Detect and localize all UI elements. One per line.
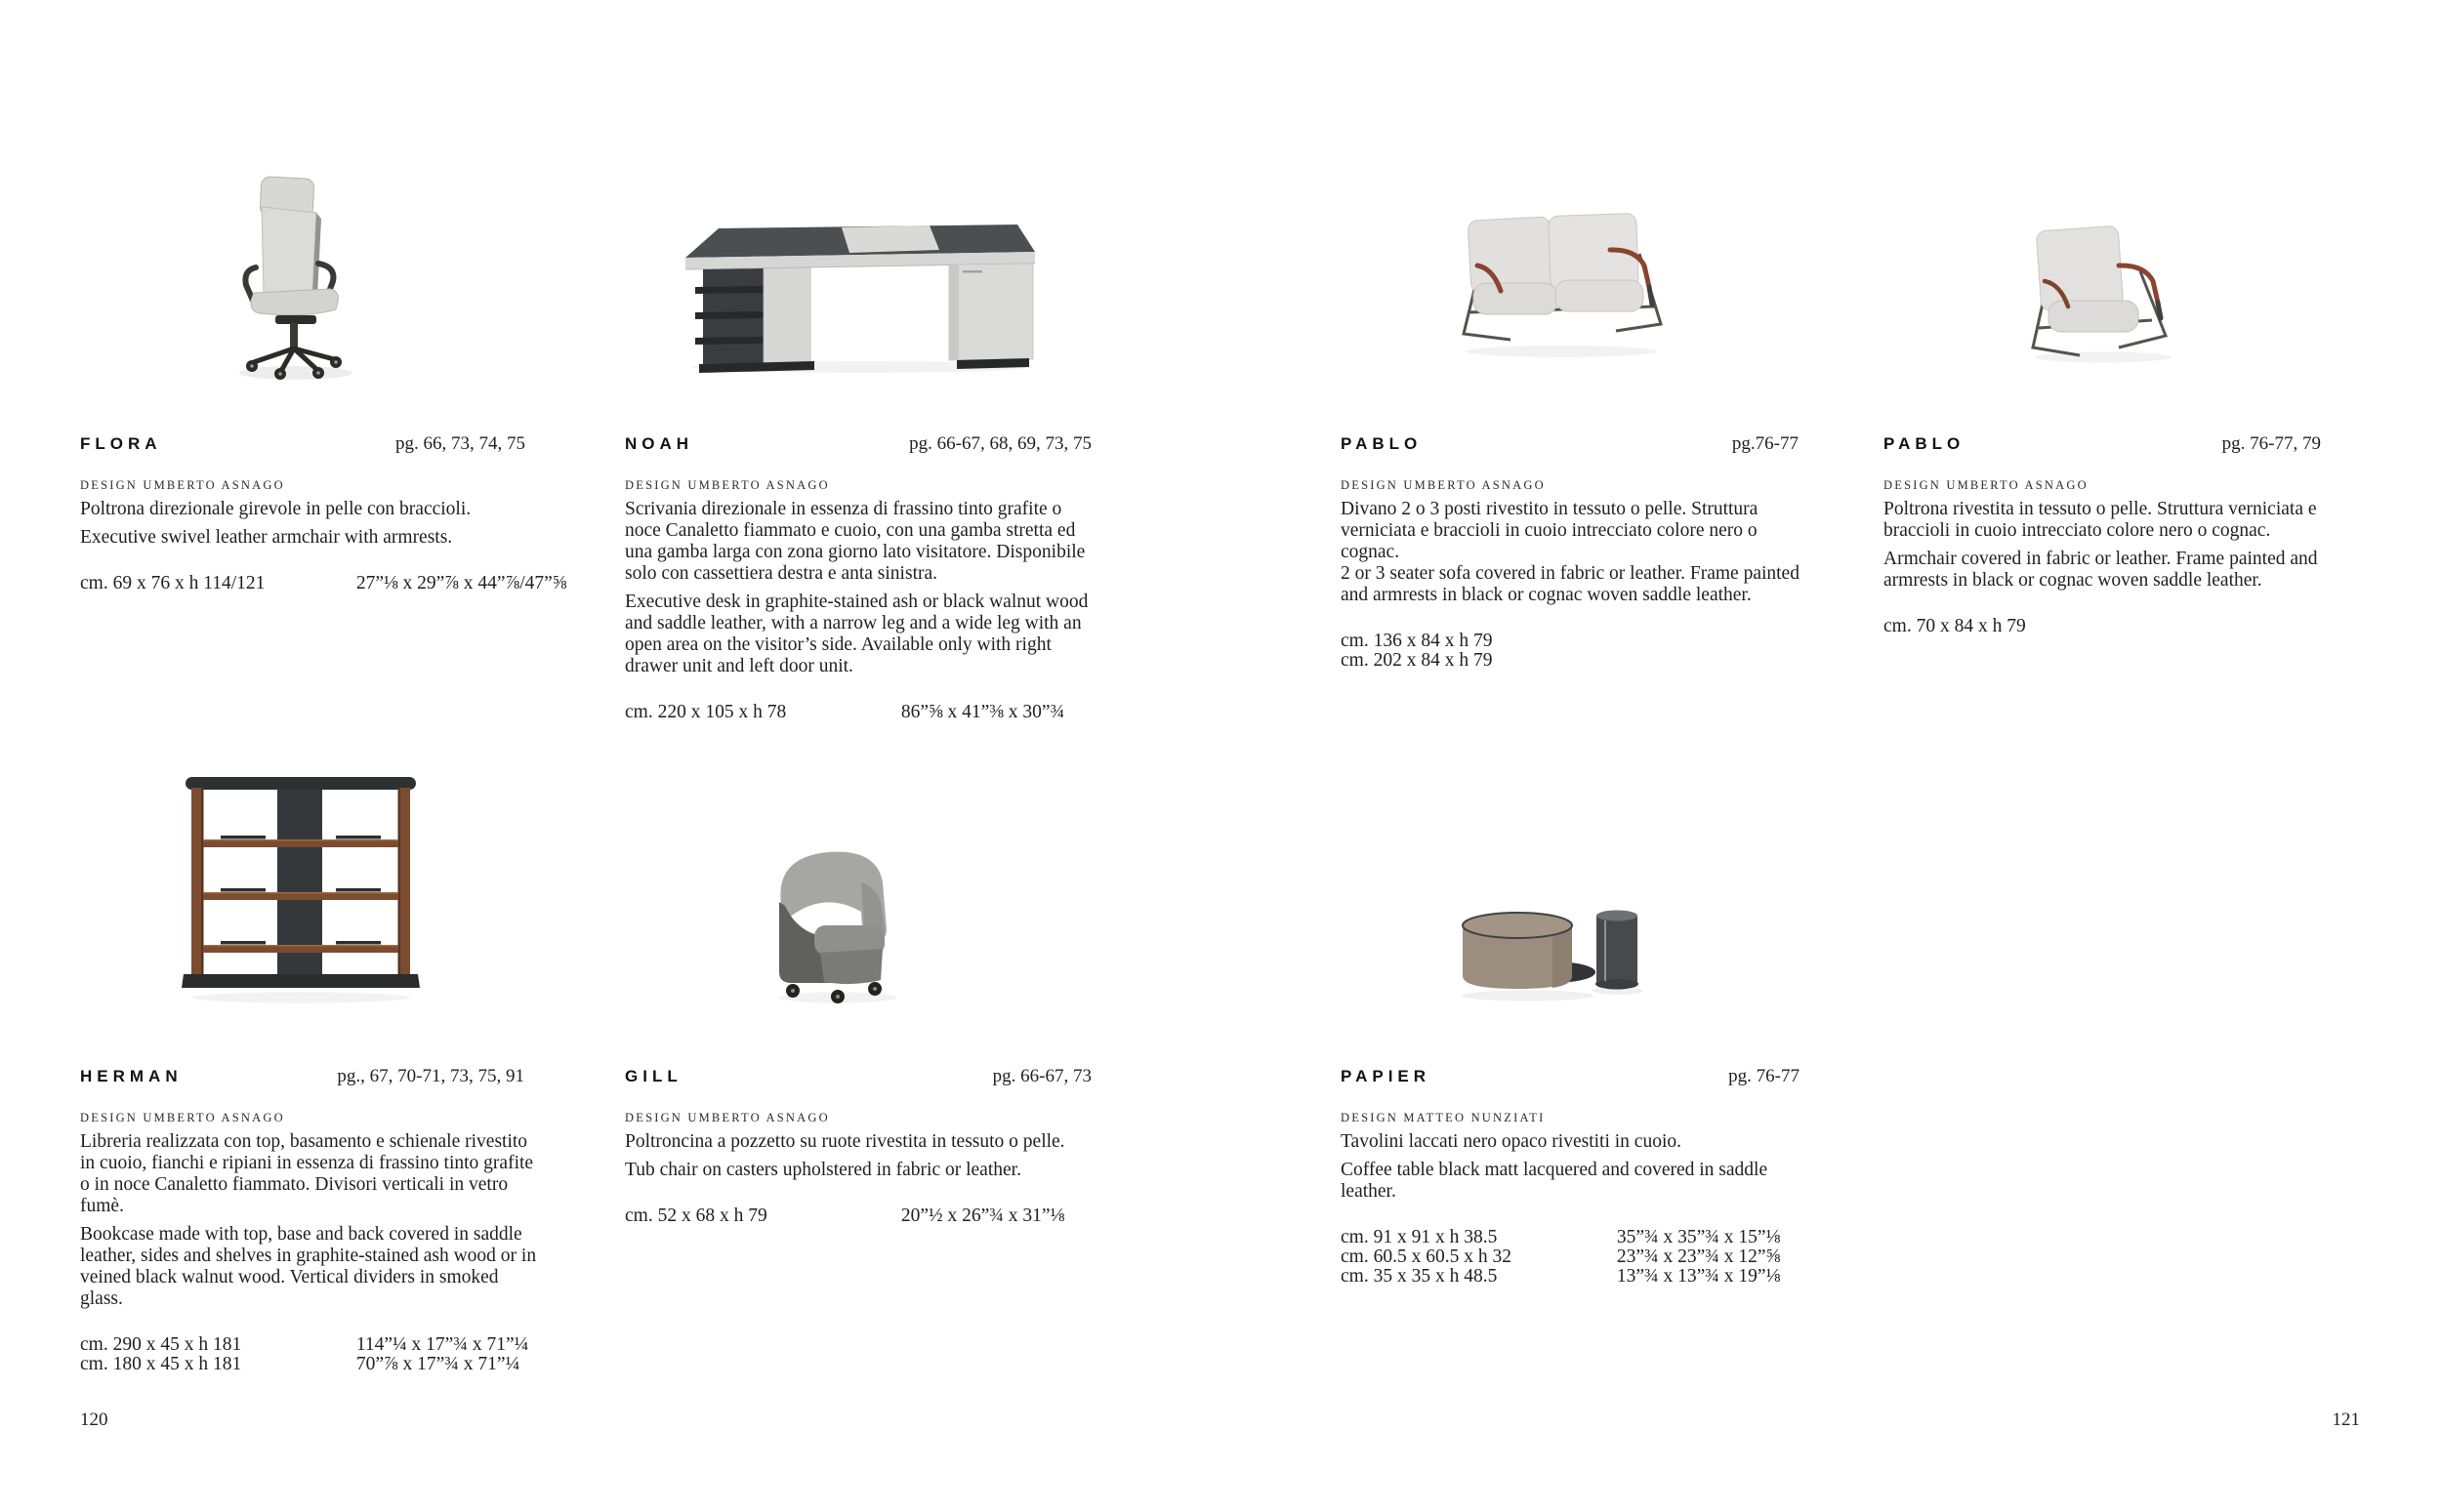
dimension-row <box>625 703 1092 722</box>
dimension-row <box>625 1206 1092 1226</box>
designer-credit: DESIGN UMBERTO ASNAGO <box>625 478 830 492</box>
product-page-refs: pg. 66, 73, 74, 75 <box>395 433 525 454</box>
dimensions <box>1341 632 1811 671</box>
product-card-noah <box>625 433 1092 722</box>
product-card-flora <box>80 433 567 593</box>
designer-credit: DESIGN UMBERTO ASNAGO <box>80 1111 285 1124</box>
dimensions <box>625 1206 1092 1226</box>
designer-credit: DESIGN UMBERTO ASNAGO <box>625 1111 830 1124</box>
papier-coffee-tables-image <box>1459 896 1646 1005</box>
herman-bookcase-image <box>182 771 420 1005</box>
description-italian: Divano 2 o 3 posti rivestito in tessuto o pelle. Struttura verniciata e braccioli in cuoio intrecciato colore nero o cognac. <box>1341 499 1758 562</box>
dimensions <box>80 573 567 593</box>
dimension-inches: 70”⅞ x 17”¾ x 71”¼ <box>355 1354 520 1374</box>
dimension-inches: 13”¾ x 13”¾ x 19”⅛ <box>1616 1266 1781 1287</box>
dimensions <box>1341 1228 1811 1287</box>
dimension-cm: cm. 136 x 84 x h 79 <box>1341 631 1493 651</box>
gill-tub-chair-image <box>765 843 914 1007</box>
product-name: PABLO <box>1341 434 1423 453</box>
dimensions <box>80 1335 541 1374</box>
product-card-papier <box>1341 1066 1811 1287</box>
product-card-pablo-armchair <box>1883 433 2364 636</box>
dimension-inches: 23”¾ x 23”¾ x 12”⅝ <box>1616 1246 1781 1267</box>
dimension-cm: cm. 290 x 45 x h 181 <box>80 1334 242 1355</box>
description-italian: Poltrona direzionale girevole in pelle con braccioli. <box>80 499 472 519</box>
dimensions <box>1883 617 2364 636</box>
page-number-right: 121 <box>2332 1410 2360 1430</box>
product-card-pablo-sofa <box>1341 433 1811 671</box>
designer-credit: DESIGN UMBERTO ASNAGO <box>1883 478 2089 492</box>
product-page-refs: pg.76-77 <box>1731 433 1799 454</box>
product-name: HERMAN <box>80 1067 183 1085</box>
designer-credit: DESIGN MATTEO NUNZIATI <box>1341 1111 1546 1124</box>
dimension-row <box>1341 1247 1811 1267</box>
noah-executive-desk-image <box>674 217 1043 375</box>
description-italian: Tavolini laccati nero opaco rivestiti in cuoio. <box>1341 1131 1681 1152</box>
page-number-left: 120 <box>80 1410 108 1430</box>
product-page-refs: pg. 66-67, 73 <box>992 1066 1092 1086</box>
product-name: GILL <box>625 1067 683 1085</box>
description-italian: Libreria realizzata con top, basamento e schienale rivestito in cuoio, fianchi e ripiani in essenza di frassino tinto grafite o in noce Canaletto fiammato. Divisori verticali in vetro fumè. <box>80 1131 534 1216</box>
product-card-herman <box>80 1066 541 1374</box>
dimension-row <box>80 573 567 593</box>
product-header <box>625 433 1092 455</box>
description-italian: Poltroncina a pozzetto su ruote rivestita in tessuto o pelle. <box>625 1131 1065 1152</box>
description-english: Executive swivel leather armchair with armrests. <box>80 527 453 548</box>
dimension-cm: cm. 180 x 45 x h 181 <box>80 1354 242 1374</box>
description-english: Coffee table black matt lacquered and covered in saddle leather. <box>1341 1160 1768 1202</box>
description-italian: Scrivania direzionale in essenza di frassino tinto grafite o noce Canaletto fiammato e cuoio, con una gamba stretta ed una gamba larga con zona giorno lato visitatore. Disponibile solo con cassettiera destra e anta sinistra. <box>625 499 1086 584</box>
designer-credit: DESIGN UMBERTO ASNAGO <box>80 478 285 492</box>
product-page-refs: pg. 66-67, 68, 69, 73, 75 <box>909 433 1092 454</box>
dimension-row <box>1341 1267 1811 1287</box>
description-english: 2 or 3 seater sofa covered in fabric or leather. Frame painted and armrests in black or cognac woven saddle leather. <box>1341 563 1800 605</box>
product-card-gill <box>625 1066 1092 1226</box>
dimension-cm: cm. 202 x 84 x h 79 <box>1341 650 1493 671</box>
dimension-inches: 35”¾ x 35”¾ x 15”⅛ <box>1616 1227 1781 1247</box>
product-header <box>80 433 537 455</box>
dimension-cm: cm. 52 x 68 x h 79 <box>625 1206 767 1226</box>
dimension-row <box>1883 617 2364 636</box>
dimension-cm: cm. 220 x 105 x h 78 <box>625 702 787 722</box>
dimension-cm: cm. 69 x 76 x h 114/121 <box>80 573 266 593</box>
dimension-row <box>80 1335 541 1355</box>
product-header <box>1341 433 1811 455</box>
product-page-refs: pg. 76-77 <box>1728 1066 1800 1086</box>
product-name: FLORA <box>80 434 162 453</box>
product-header <box>1341 1066 1811 1087</box>
flora-executive-chair-image <box>220 176 366 383</box>
product-name: PAPIER <box>1341 1067 1431 1085</box>
product-name: NOAH <box>625 434 694 453</box>
dimension-row <box>80 1355 541 1374</box>
dimension-cm: cm. 60.5 x 60.5 x h 32 <box>1341 1246 1511 1267</box>
description-english: Bookcase made with top, base and back covered in saddle leather, sides and shelves in graphite-stained ash wood or in veined black walnut wood. Vertical dividers in smoked glass. <box>80 1224 537 1309</box>
dimension-row <box>1341 651 1811 671</box>
designer-credit: DESIGN UMBERTO ASNAGO <box>1341 478 1546 492</box>
description-english: Armchair covered in fabric or leather. Frame painted and armrests in black or cognac woven saddle leather. <box>1883 549 2318 591</box>
dimension-row <box>1341 632 1811 651</box>
description-italian: Poltrona rivestita in tessuto o pelle. Struttura verniciata e braccioli in cuoio intrecciato colore nero o cognac. <box>1883 499 2317 541</box>
product-page-refs: pg. 76-77, 79 <box>2221 433 2321 454</box>
dimension-inches: 114”¼ x 17”¾ x 71”¼ <box>355 1334 529 1355</box>
product-header <box>80 1066 541 1087</box>
product-page-refs: pg., 67, 70-71, 73, 75, 91 <box>337 1066 524 1086</box>
description-english: Tub chair on casters upholstered in fabric or leather. <box>625 1160 1021 1180</box>
dimension-cm: cm. 70 x 84 x h 79 <box>1883 616 2026 636</box>
dimension-cm: cm. 91 x 91 x h 38.5 <box>1341 1227 1498 1247</box>
pablo-sofa-image <box>1448 205 1680 361</box>
product-header <box>1883 433 2364 455</box>
dimension-row <box>1341 1228 1811 1247</box>
description-english: Executive desk in graphite-stained ash or black walnut wood and saddle leather, with a narrow leg and a wide leg with an open area on the visitor’s side. Available only with right drawer unit and left door unit. <box>625 592 1089 676</box>
dimension-inches: 20”½ x 26”¾ x 31”⅛ <box>900 1206 1065 1226</box>
product-header <box>625 1066 1092 1087</box>
product-name: PABLO <box>1883 434 1965 453</box>
dimension-inches: 86”⅝ x 41”⅜ x 30”¾ <box>900 702 1065 722</box>
pablo-armchair-image <box>2023 219 2184 365</box>
dimension-inches: 27”⅛ x 29”⅞ x 44”⅞/47”⅝ <box>355 573 567 593</box>
dimensions <box>625 703 1092 722</box>
dimension-cm: cm. 35 x 35 x h 48.5 <box>1341 1266 1498 1287</box>
